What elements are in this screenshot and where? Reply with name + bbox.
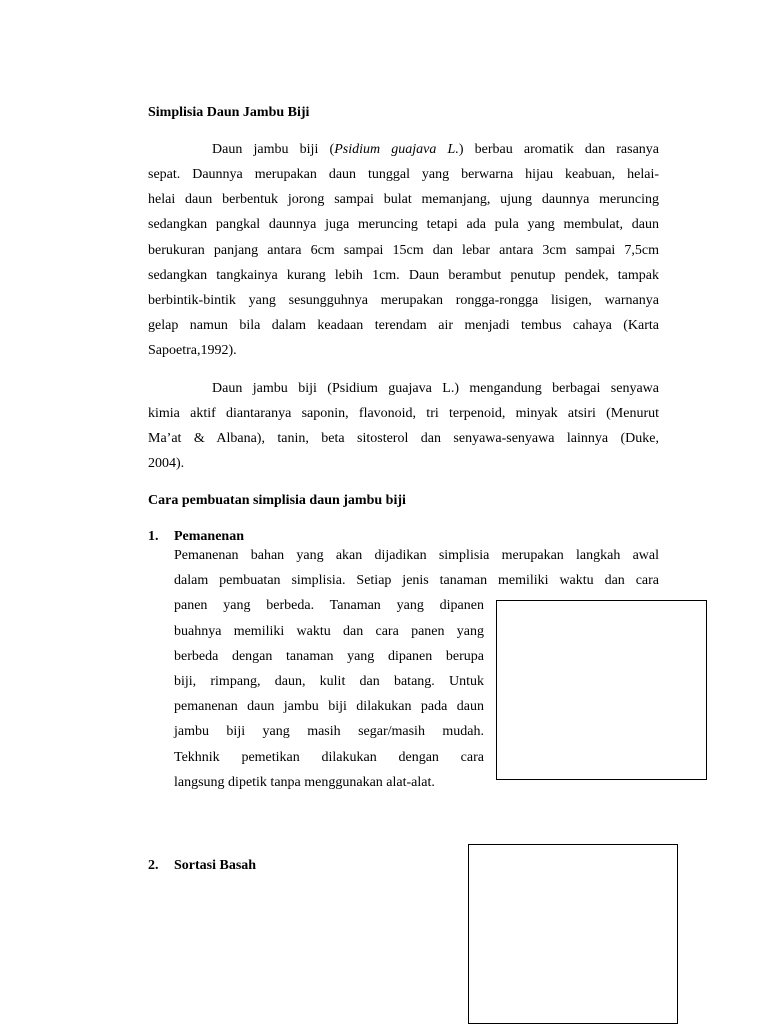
image-placeholder-pemanenan [496,600,707,780]
species-name-italic: Psidium guajava L. [334,142,459,157]
paragraph-line: sedangkan pangkal daunnya juga meruncing tetapi ada pula yang membulat, daun [148,217,659,232]
paragraph-line: sedangkan tangkainya kurang lebih 1cm. Daun berambut penutup pendek, tampak [148,268,659,283]
document-title: Simplisia Daun Jambu Biji [148,105,310,120]
paragraph-line: buahnya memiliki waktu dan cara panen yang [174,624,484,639]
list-item-title: Sortasi Basah [174,858,257,873]
text-span: ) berbau aromatik dan rasanya [458,142,660,157]
text-span: Daun jambu biji ( [212,142,335,157]
paragraph-line: Daun jambu biji (Psidium guajava L.) mengandung berbagai senyawa [212,381,659,396]
section-heading: Cara pembuatan simplisia daun jambu biji [148,493,406,508]
paragraph-line: dalam pembuatan simplisia. Setiap jenis tanaman memiliki waktu dan cara [174,573,659,588]
paragraph-line: 2004). [148,456,185,471]
paragraph-line: jambu biji yang masih segar/masih mudah. [174,724,484,739]
paragraph-line: Sapoetra,1992). [148,343,237,358]
paragraph-line: kimia aktif diantaranya saponin, flavonoid, tri terpenoid, minyak atsiri (Menurut [148,406,659,421]
paragraph-line: Pemanenan bahan yang akan dijadikan simplisia merupakan langkah awal [174,548,659,563]
list-item-title: Pemanenan [174,529,244,544]
paragraph-line: berukuran panjang antara 6cm sampai 15cm dan lebar antara 3cm sampai 7,5cm [148,243,659,258]
paragraph-line: panen yang berbeda. Tanaman yang dipanen [174,598,484,613]
paragraph-line: sepat. Daunnya merupakan daun tunggal yang berwarna hijau keabuan, helai- [148,167,659,182]
paragraph-line: helai daun berbentuk jorong sampai bulat memanjang, ujung daunnya meruncing [148,192,659,207]
paragraph-line: Tekhnik pemetikan dilakukan dengan cara [174,750,484,765]
paragraph-line: gelap namun bila dalam keadaan terendam air menjadi tembus cahaya (Karta [148,318,659,333]
paragraph-line: berbintik-bintik yang sesungguhnya merupakan rongga-rongga lisigen, warnanya [148,293,659,308]
paragraph-line: Ma’at & Albana), tanin, beta sitosterol dan senyawa-senyawa lainnya (Duke, [148,431,659,446]
paragraph-line: berbeda dengan tanaman yang dipanen berupa [174,649,484,664]
list-number: 2. [148,858,159,873]
paragraph-line [212,142,659,158]
list-number: 1. [148,529,159,544]
paragraph-line: langsung dipetik tanpa menggunakan alat-alat. [174,775,435,790]
image-placeholder-sortasi-basah [468,844,678,1024]
paragraph-line: biji, rimpang, daun, kulit dan batang. Untuk [174,674,484,689]
paragraph-line: pemanenan daun jambu biji dilakukan pada daun [174,699,484,714]
